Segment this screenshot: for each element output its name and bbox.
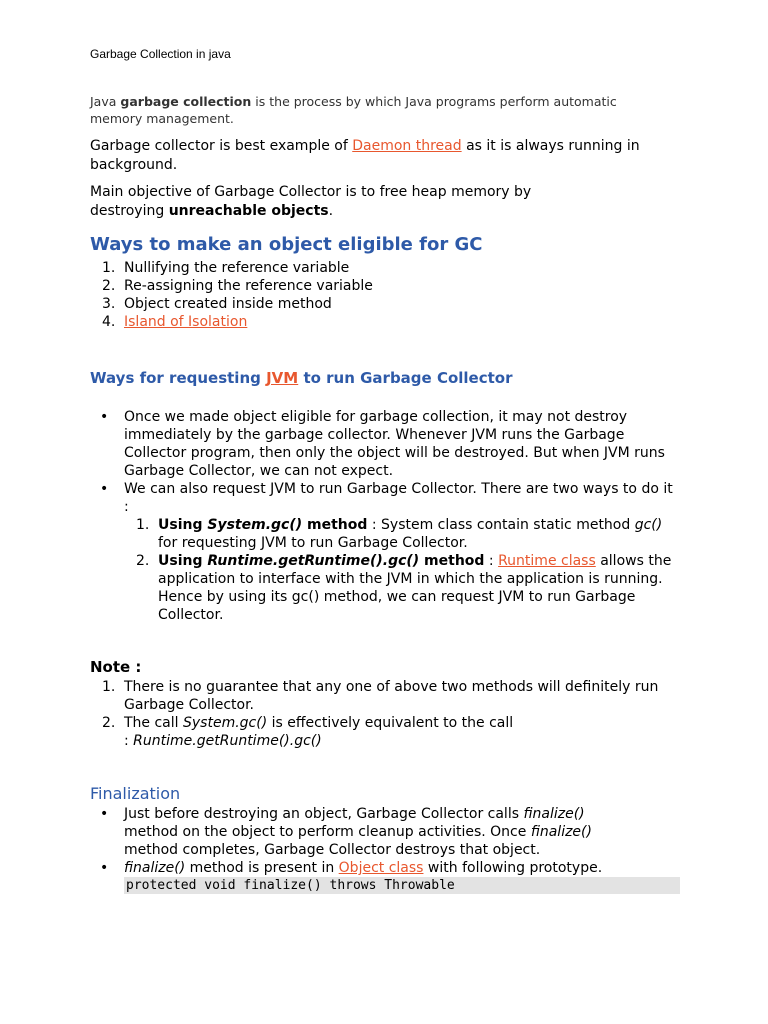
note-list xyxy=(90,678,680,750)
list-item: 2. Re-assigning the reference variable xyxy=(102,278,373,294)
note-label: Note : xyxy=(90,658,142,676)
doc-title: Garbage Collection in java xyxy=(90,47,231,61)
eligible-heading: Ways to make an object eligible for GC xyxy=(90,234,483,255)
daemon-thread-link[interactable]: Daemon thread xyxy=(352,138,462,154)
list-item: 3. Object created inside method xyxy=(102,296,332,312)
objective-paragraph: Main objective of Garbage Collector is to free heap memory by destroying unreachable objects. xyxy=(90,184,532,219)
list-item: 2. The call System.gc() is effectively equivalent to the call : Runtime.getRuntime().gc() xyxy=(102,715,514,749)
ways-list xyxy=(124,516,680,624)
jvm-heading: Ways for requesting JVM to run Garbage Collector xyxy=(90,369,513,387)
finalization-heading: Finalization xyxy=(90,784,181,803)
island-of-isolation-link[interactable]: Island of Isolation xyxy=(124,314,248,330)
code-block: protected void finalize() throws Throwable xyxy=(124,877,680,894)
list-item: 2. Using Runtime.getRuntime().gc() method : Runtime class allows the application to interface with the JVM in which the application is running. Hence by using its gc() method, we can request JVM to run Garbage Collector. xyxy=(136,553,672,623)
list-item: 1. There is no guarantee that any one of above two methods will definitely run Garbage Collector. xyxy=(102,679,659,713)
list-item: 1. Nullifying the reference variable xyxy=(102,260,350,276)
intro-paragraph: Java garbage collection is the process by which Java programs perform automatic memory management. xyxy=(90,94,617,126)
list-item: • Just before destroying an object, Garbage Collector calls finalize() method on the object to perform cleanup activities. Once finalize() method completes, Garbage Collector destroys that object. xyxy=(100,806,592,858)
list-item: • We can also request JVM to run Garbage Collector. There are two ways to do it : 1. Using System.gc() method : System class contain static method gc() for requesting JVM to run Garbage Collector. 2. Using Runtime.getRuntime().gc() method : Runtime class allows the application to interface with the JVM in which the application is running. Hence by using its gc() method, we can request JVM to run Garbage Collector. xyxy=(90,480,680,624)
list-item: 4. Island of Isolation xyxy=(102,314,248,330)
finalization-list xyxy=(90,805,680,894)
runtime-class-link[interactable]: Runtime class xyxy=(498,553,596,569)
object-class-link[interactable]: Object class xyxy=(338,860,424,876)
eligible-list xyxy=(90,259,680,331)
jvm-link[interactable]: JVM xyxy=(266,369,299,387)
jvm-bullet-list xyxy=(90,408,680,624)
daemon-paragraph: Garbage collector is best example of Daemon thread as it is always running in background. xyxy=(90,138,640,173)
list-item: 1. Using System.gc() method : System class contain static method gc() for requesting JVM to run Garbage Collector. xyxy=(136,517,663,551)
list-item: • finalize() method is present in Object class with following prototype. protected void finalize() throws Throwable xyxy=(90,859,680,894)
list-item: • Once we made object eligible for garbage collection, it may not destroy immediately by the garbage collector. Whenever JVM runs the Garbage Collector program, then only the object will be destroyed. But when JVM runs Garbage Collector, we can not expect. xyxy=(100,409,665,479)
